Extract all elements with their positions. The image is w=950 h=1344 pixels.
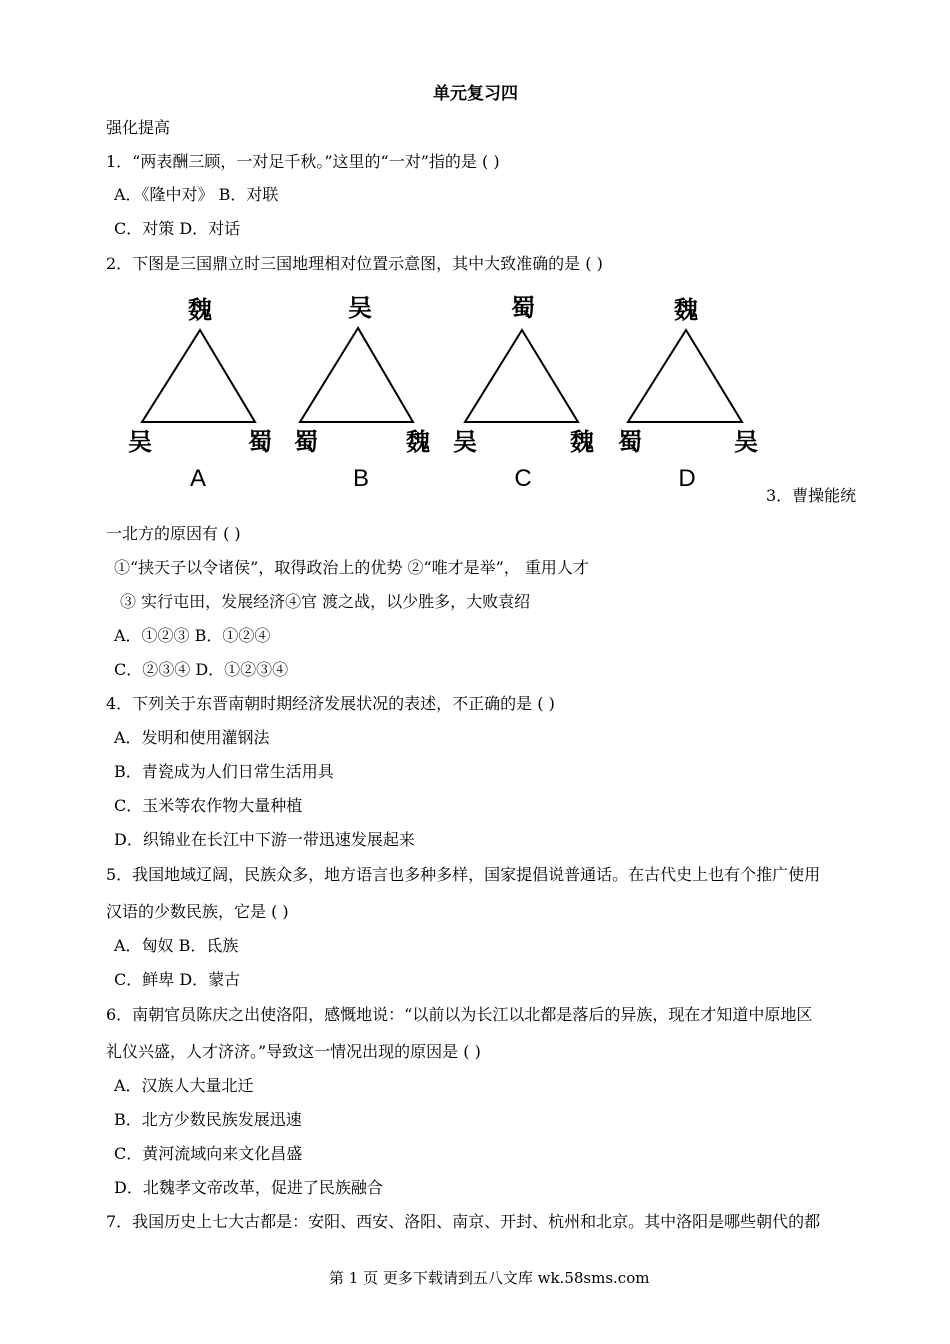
question-3-stem-start: 3．曹操能统 (766, 486, 857, 505)
question-6-stem-line: 6．南朝官员陈庆之出使洛阳，感慨地说：“以前以为长江以北都是落后的异族，现在才知道中原地区 (106, 1005, 813, 1024)
question-5-option-line: A．匈奴 B．氐族 (114, 936, 239, 955)
question-3-items-line: ①“挟天子以令诸侯”，取得政治上的优势 ②“唯才是举”， 重用人才 (114, 558, 589, 577)
diagram-c-right-label: 魏 (570, 428, 594, 456)
question-4-option: A．发明和使用灌钢法 (114, 728, 270, 747)
question-1-option-line: A．《隆中对》 B．对联 (114, 185, 279, 204)
diagram-d-left-label: 蜀 (618, 428, 642, 456)
diagram-c (453, 294, 594, 490)
question-1-stem: 1．“两表酬三顾，一对足千秋。”这里的“一对”指的是 ( ) (106, 152, 500, 171)
question-5-stem-line: 5．我国地域辽阔，民族众多，地方语言也多种多样，国家提倡说普通话。在古代史上也有个推广使用 (106, 865, 821, 884)
diagram-a-letter: A (189, 465, 207, 490)
diagram-d-top-label: 魏 (674, 296, 698, 324)
diagram-d-letter: D (678, 465, 696, 490)
question-3-stem-continued: 一北方的原因有 ( ) (106, 524, 241, 543)
question-7-stem-line: 7．我国历史上七大古都是：安阳、西安、洛阳、南京、开封、杭州和北京。其中洛阳是哪些朝代的都 (106, 1212, 821, 1231)
diagram-a-top-label: 魏 (188, 296, 212, 324)
question-6-stem-line: 礼仪兴盛，人才济济。”导致这一情况出现的原因是 ( ) (106, 1042, 481, 1061)
question-1-option-line: C．对策 D．对话 (114, 219, 241, 238)
question-5-option-line: C．鲜卑 D．蒙古 (114, 970, 241, 989)
diagram-d-right-label: 吴 (734, 428, 758, 456)
section-heading: 强化提高 (106, 118, 171, 137)
question-3-items-line: ③ 实行屯田，发展经济④官 渡之战，以少胜多，大败袁绍 (120, 592, 531, 611)
triangle-a (142, 330, 255, 422)
diagram-b-left-label: 蜀 (294, 428, 318, 456)
question-6-option: C．黄河流域向来文化昌盛 (114, 1144, 303, 1163)
diagram-a (128, 296, 272, 490)
question-4-option: C．玉米等农作物大量种植 (114, 796, 303, 815)
triangle-c (465, 330, 578, 422)
triangle-b (300, 328, 413, 422)
diagram-d (618, 296, 758, 490)
diagram-c-letter: C (514, 465, 532, 490)
question-2-stem: 2．下图是三国鼎立时三国地理相对位置示意图，其中大致准确的是 ( ) (106, 254, 603, 273)
page-title: 单元复习四 (433, 84, 518, 104)
diagram-a-right-label: 蜀 (248, 428, 272, 456)
diagram-b-top-label: 吴 (348, 294, 372, 322)
diagram-b (294, 294, 430, 490)
question-4-option: B．青瓷成为人们日常生活用具 (114, 762, 334, 781)
question-6-option: B．北方少数民族发展迅速 (114, 1110, 302, 1129)
question-3-option-line: C．②③④ D．①②③④ (114, 660, 289, 679)
diagram-a-left-label: 吴 (128, 428, 152, 456)
question-5-stem-line: 汉语的少数民族，它是 ( ) (106, 902, 289, 921)
diagram-c-left-label: 吴 (453, 428, 477, 456)
question-6-option: A．汉族人大量北迁 (114, 1076, 254, 1095)
page-footer: 第 1 页 更多下载请到五八文库 wk.58sms.com (329, 1269, 650, 1287)
diagram-b-letter: B (352, 465, 370, 490)
diagram-b-right-label: 魏 (406, 428, 430, 456)
question-6-option: D．北魏孝文帝改革，促进了民族融合 (114, 1178, 383, 1197)
question-3-option-line: A．①②③ B．①②④ (114, 626, 271, 645)
three-kingdoms-diagram (120, 290, 780, 490)
question-4-stem: 4．下列关于东晋南朝时期经济发展状况的表述，不正确的是 ( ) (106, 694, 555, 713)
question-4-option: D．织锦业在长江中下游一带迅速发展起来 (114, 830, 415, 849)
diagram-c-top-label: 蜀 (511, 294, 535, 322)
triangle-d (628, 330, 742, 422)
